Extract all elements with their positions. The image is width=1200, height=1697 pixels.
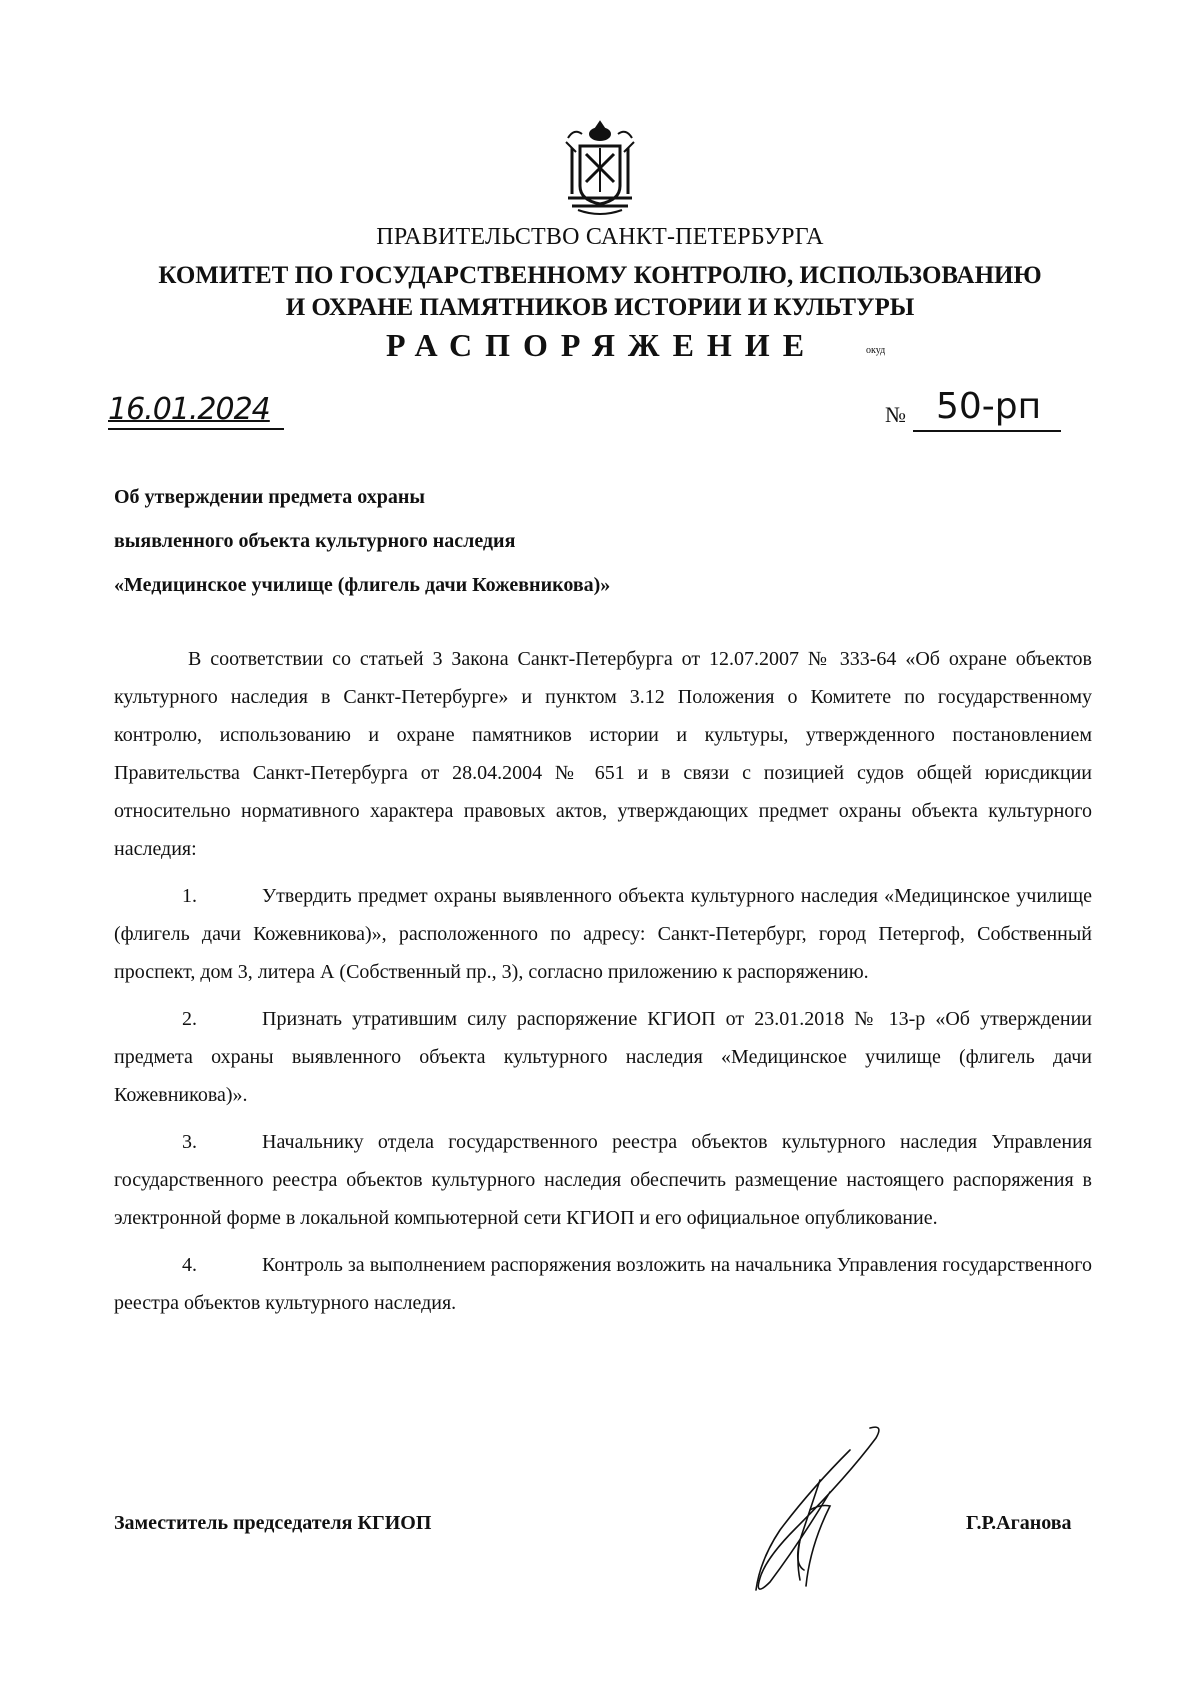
date-underline — [108, 428, 284, 430]
signer-name: Г.Р.Аганова — [966, 1512, 1072, 1534]
list-item — [114, 1123, 1092, 1237]
preamble-paragraph: В соответствии со статьей 3 Закона Санкт-Петербурга от 12.07.2007 № 333-64 «Об охране объектов культурного наследия в Санкт-Петербурге» и пунктом 3.12 Положения о Комитете по государственному контролю, использованию и охране памятников истории и культуры, утвержденного постановлением Правительства Санкт-Петербурга от 28.04.2004 № 651 и в связи с позицией судов общей юрисдикции относительно нормативного характера правовых актов, утверждающих предмет охраны объекта культурного наследия: — [114, 648, 1092, 860]
document-number: 50-рп — [936, 386, 1042, 427]
document-date: 16.01.2024 — [108, 392, 270, 427]
committee-title-line-2: И ОХРАНЕ ПАМЯТНИКОВ ИСТОРИИ И КУЛЬТУРЫ — [285, 294, 915, 321]
subject-line: выявленного объекта культурного наследия — [114, 530, 516, 552]
item-text: Утвердить предмет охраны выявленного объекта культурного наследия «Медицинское училище (флигель дачи Кожевникова)», расположенного по адресу: Санкт-Петербург, город Петергоф, Собственный проспект, дом 3, литера А (Собственный пр., 3), согласно приложению к распоряжению. — [114, 885, 1092, 983]
item-text: Признать утратившим силу распоряжение КГИОП от 23.01.2018 № 13-р «Об утверждении предмета охраны выявленного объекта культурного наследия «Медицинское училище (флигель дачи Кожевникова)». — [114, 1008, 1092, 1106]
signer-position: Заместитель председателя КГИОП — [114, 1512, 432, 1534]
item-text: Контроль за выполнением распоряжения возложить на начальника Управления государственного реестра объектов культурного наследия. — [114, 1254, 1092, 1314]
item-text: Начальнику отдела государственного реестра объектов культурного наследия Управления государственного реестра объектов культурного наследия обеспечить размещение настоящего распоряжения в электронной форме в локальной компьютерной сети КГИОП и его официальное опубликование. — [114, 1131, 1092, 1229]
okud-label: окуд — [866, 345, 886, 356]
subject-line: «Медицинское училище (флигель дачи Кожевникова)» — [114, 574, 611, 596]
number-label: № — [885, 402, 906, 427]
committee-title-line-1: КОМИТЕТ ПО ГОСУДАРСТВЕННОМУ КОНТРОЛЮ, ИСПОЛЬЗОВАНИЮ — [158, 262, 1042, 289]
item-number: 3. — [182, 1131, 197, 1153]
list-item — [114, 1246, 1092, 1322]
number-underline — [913, 430, 1061, 432]
subject-line: Об утверждении предмета охраны — [114, 486, 425, 508]
government-title: ПРАВИТЕЛЬСТВО САНКТ-ПЕТЕРБУРГА — [376, 224, 824, 250]
document-subject — [114, 487, 814, 619]
item-number: 1. — [182, 885, 197, 907]
item-number: 4. — [182, 1254, 197, 1276]
list-item — [114, 877, 1092, 991]
handwritten-signature-icon — [700, 1420, 920, 1600]
document-body — [114, 640, 1092, 1322]
coat-of-arms-icon — [558, 118, 642, 218]
list-item — [114, 1000, 1092, 1114]
document-type: РАСПОРЯЖЕНИЕ — [386, 327, 818, 363]
item-number: 2. — [182, 1008, 197, 1030]
